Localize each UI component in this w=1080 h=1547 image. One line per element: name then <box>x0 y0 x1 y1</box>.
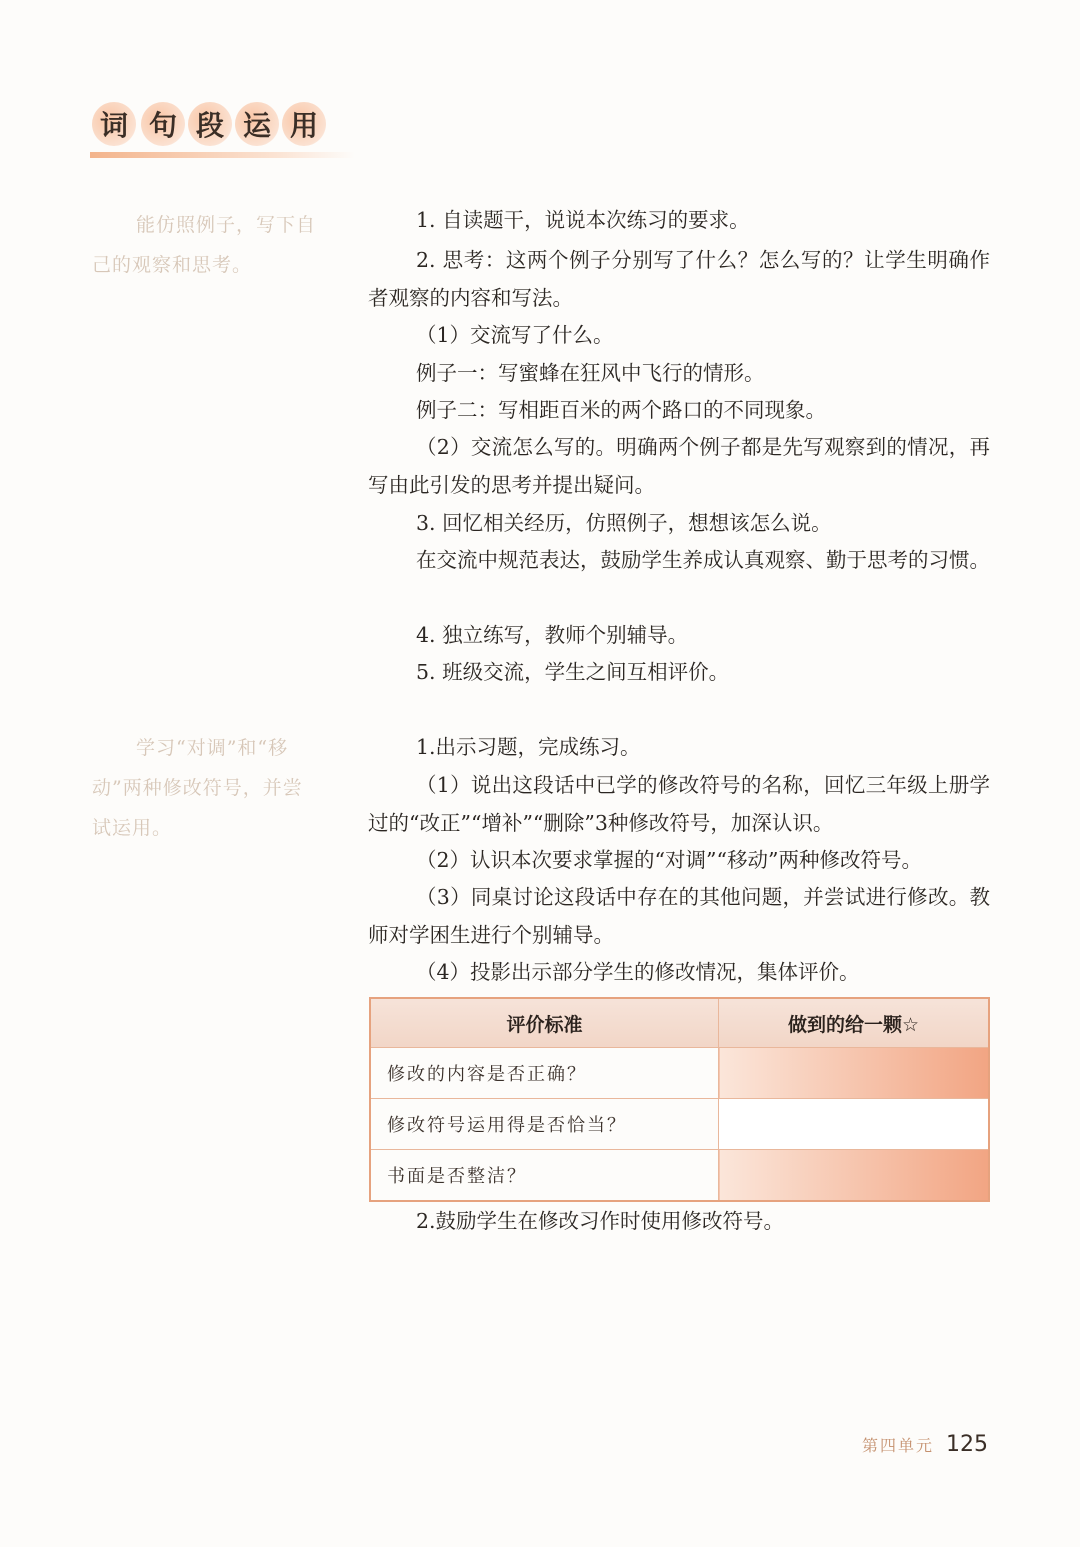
table-row <box>370 1150 989 1202</box>
section-title-char: 段 <box>188 102 232 146</box>
header-underline <box>90 152 355 158</box>
table-header-star: 做到的给一颗☆ <box>719 998 990 1048</box>
paragraph: （2）认识本次要求掌握的“对调”“移动”两种修改符号。 <box>416 848 922 872</box>
page-footer <box>862 1432 988 1457</box>
section-title-char: 词 <box>92 102 136 146</box>
sidenote-objective-1: 能仿照例子，写下自己的观察和思考。 <box>92 214 317 276</box>
section-title-char: 句 <box>141 102 185 146</box>
paragraph: （2）交流怎么写的。明确两个例子都是先写观察到的情况，再写由此引发的思考并提出疑问。 <box>368 435 990 497</box>
table-cell-star <box>719 1048 990 1099</box>
unit-label: 第四单元 <box>862 1436 935 1455</box>
paragraph: 5. 班级交流，学生之间互相评价。 <box>416 660 730 684</box>
section-title-char: 运 <box>235 102 279 146</box>
table-header-row <box>370 998 989 1048</box>
paragraph: （4）投影出示部分学生的修改情况，集体评价。 <box>416 960 860 984</box>
paragraph: 2. 思考：这两个例子分别写了什么？怎么写的？让学生明确作者观察的内容和写法。 <box>368 248 990 310</box>
paragraph: 4. 独立练写，教师个别辅导。 <box>416 623 689 647</box>
table-cell-star <box>719 1099 990 1150</box>
table-row <box>370 1048 989 1099</box>
paragraph: 2.鼓励学生在修改习作时使用修改符号。 <box>416 1209 785 1233</box>
table-row <box>370 1099 989 1150</box>
paragraph: 例子二：写相距百米的两个路口的不同现象。 <box>416 398 826 422</box>
paragraph: 在交流中规范表达，鼓励学生养成认真观察、勤于思考的习惯。 <box>416 548 990 572</box>
evaluation-table <box>369 997 990 1202</box>
paragraph: 例子一：写蜜蜂在狂风中飞行的情形。 <box>416 361 765 385</box>
sidenote-objective-2: 学习“对调”和“移动”两种修改符号，并尝试运用。 <box>92 737 303 839</box>
table-header-criteria: 评价标准 <box>370 998 719 1048</box>
table-cell-criterion: 修改符号运用得是否恰当？ <box>370 1099 719 1150</box>
paragraph: （3）同桌讨论这段话中存在的其他问题，并尝试进行修改。教师对学困生进行个别辅导。 <box>368 885 990 947</box>
paragraph: 1. 自读题干，说说本次练习的要求。 <box>416 208 750 232</box>
table-cell-star <box>719 1150 990 1202</box>
section-title-char: 用 <box>282 102 326 146</box>
table-cell-criterion: 书面是否整洁？ <box>370 1150 719 1202</box>
page-number: 125 <box>946 1432 989 1457</box>
paragraph: （1）交流写了什么。 <box>416 323 614 347</box>
paragraph: 3. 回忆相关经历，仿照例子，想想该怎么说。 <box>416 511 832 535</box>
paragraph: 1.出示习题，完成练习。 <box>416 735 641 759</box>
paragraph: （1）说出这段话中已学的修改符号的名称，回忆三年级上册学过的“改正”“增补”“删除”3种修改符号，加深认识。 <box>368 773 990 835</box>
table-cell-criterion: 修改的内容是否正确？ <box>370 1048 719 1099</box>
